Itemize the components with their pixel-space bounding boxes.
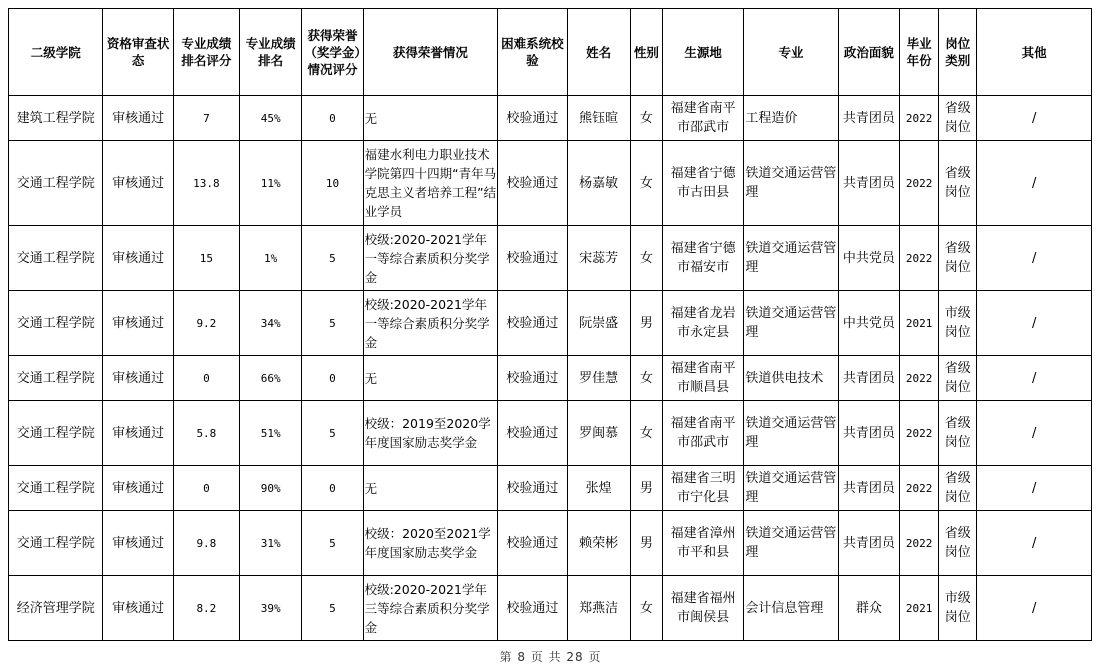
- cell-major: 铁道交通运营管理: [744, 466, 838, 511]
- cell-post: 省级岗位: [939, 96, 977, 141]
- cell-major: 工程造价: [744, 96, 838, 141]
- cell-other: /: [977, 576, 1092, 641]
- cell-post: 省级岗位: [939, 401, 977, 466]
- cell-honor-score: 0: [302, 466, 363, 511]
- cell-score: 5.8: [173, 401, 239, 466]
- cell-major: 会计信息管理: [744, 576, 838, 641]
- cell-major: 铁道交通运营管理: [744, 291, 838, 356]
- cell-rank: 34%: [240, 291, 302, 356]
- cell-other: /: [977, 401, 1092, 466]
- page-footer: 第 8 页 共 28 页: [499, 650, 602, 664]
- cell-origin: 福建省南平市邵武市: [662, 401, 743, 466]
- table-row: [9, 401, 1092, 466]
- cell-score: 7: [173, 96, 239, 141]
- cell-name: 宋蕊芳: [567, 226, 630, 291]
- cell-score: 8.2: [173, 576, 239, 641]
- cell-verify: 校验通过: [498, 466, 567, 511]
- cell-rank: 90%: [240, 466, 302, 511]
- cell-gender: 男: [630, 511, 662, 576]
- cell-post: 省级岗位: [939, 141, 977, 226]
- cell-verify: 校验通过: [498, 511, 567, 576]
- cell-honor-score: 0: [302, 96, 363, 141]
- cell-year: 2022: [900, 511, 939, 576]
- cell-other: /: [977, 466, 1092, 511]
- cell-name: 阮崇盛: [567, 291, 630, 356]
- cell-score: 13.8: [173, 141, 239, 226]
- cell-college: 交通工程学院: [9, 466, 103, 511]
- cell-college: 交通工程学院: [9, 401, 103, 466]
- cell-rank: 31%: [240, 511, 302, 576]
- cell-political: 共青团员: [838, 356, 899, 401]
- cell-origin: 福建省龙岩市永定县: [662, 291, 743, 356]
- data-table: [8, 8, 1092, 641]
- cell-gender: 男: [630, 466, 662, 511]
- cell-year: 2022: [900, 356, 939, 401]
- cell-name: 郑燕洁: [567, 576, 630, 641]
- cell-college: 交通工程学院: [9, 141, 103, 226]
- cell-post: 省级岗位: [939, 466, 977, 511]
- cell-score: 0: [173, 356, 239, 401]
- cell-rank: 1%: [240, 226, 302, 291]
- cell-other: /: [977, 96, 1092, 141]
- cell-verify: 校验通过: [498, 291, 567, 356]
- header-verify: 困难系统校验: [498, 9, 567, 96]
- cell-honor-score: 5: [302, 291, 363, 356]
- header-post: 岗位类别: [939, 9, 977, 96]
- cell-honor: 校级:2020-2021学年一等综合素质积分奖学金: [363, 291, 498, 356]
- cell-rank: 39%: [240, 576, 302, 641]
- cell-honor: 无: [363, 96, 498, 141]
- cell-gender: 女: [630, 576, 662, 641]
- cell-honor: 校级:2020-2021学年一等综合素质积分奖学金: [363, 226, 498, 291]
- cell-major: 铁道交通运营管理: [744, 141, 838, 226]
- cell-honor: 福建水利电力职业技术学院第四十四期“青年马克思主义者培养工程”结业学员: [363, 141, 498, 226]
- cell-year: 2022: [900, 96, 939, 141]
- cell-rank: 45%: [240, 96, 302, 141]
- header-origin: 生源地: [662, 9, 743, 96]
- header-score: 专业成绩排名评分: [173, 9, 239, 96]
- cell-status: 审核通过: [103, 141, 173, 226]
- cell-honor-score: 5: [302, 576, 363, 641]
- header-political: 政治面貌: [838, 9, 899, 96]
- cell-gender: 女: [630, 226, 662, 291]
- cell-rank: 11%: [240, 141, 302, 226]
- table-row: [9, 226, 1092, 291]
- cell-gender: 女: [630, 401, 662, 466]
- cell-political: 共青团员: [838, 511, 899, 576]
- cell-year: 2022: [900, 466, 939, 511]
- cell-honor-score: 5: [302, 401, 363, 466]
- cell-gender: 女: [630, 96, 662, 141]
- cell-status: 审核通过: [103, 96, 173, 141]
- header-honor-score: 获得荣誉（奖学金）情况评分: [302, 9, 363, 96]
- cell-score: 0: [173, 466, 239, 511]
- cell-year: 2022: [900, 141, 939, 226]
- cell-name: 杨嘉敏: [567, 141, 630, 226]
- cell-name: 罗佳慧: [567, 356, 630, 401]
- cell-status: 审核通过: [103, 291, 173, 356]
- cell-post: 市级岗位: [939, 576, 977, 641]
- cell-name: 张煌: [567, 466, 630, 511]
- header-year: 毕业年份: [900, 9, 939, 96]
- cell-political: 中共党员: [838, 226, 899, 291]
- cell-college: 交通工程学院: [9, 511, 103, 576]
- cell-origin: 福建省漳州市平和县: [662, 511, 743, 576]
- header-status: 资格审查状态: [103, 9, 173, 96]
- cell-other: /: [977, 511, 1092, 576]
- cell-score: 9.2: [173, 291, 239, 356]
- cell-honor: 校级：2020至2021学年度国家励志奖学金: [363, 511, 498, 576]
- cell-status: 审核通过: [103, 226, 173, 291]
- cell-major: 铁道交通运营管理: [744, 226, 838, 291]
- cell-origin: 福建省南平市邵武市: [662, 96, 743, 141]
- cell-verify: 校验通过: [498, 356, 567, 401]
- header-rank: 专业成绩排名: [240, 9, 302, 96]
- table-row: [9, 96, 1092, 141]
- cell-verify: 校验通过: [498, 401, 567, 466]
- cell-honor-score: 5: [302, 511, 363, 576]
- cell-college: 交通工程学院: [9, 226, 103, 291]
- cell-other: /: [977, 291, 1092, 356]
- header-major: 专业: [744, 9, 838, 96]
- cell-honor: 无: [363, 466, 498, 511]
- cell-college: 经济管理学院: [9, 576, 103, 641]
- cell-year: 2021: [900, 576, 939, 641]
- cell-political: 共青团员: [838, 141, 899, 226]
- cell-post: 市级岗位: [939, 291, 977, 356]
- cell-gender: 女: [630, 141, 662, 226]
- table-row: [9, 141, 1092, 226]
- cell-verify: 校验通过: [498, 96, 567, 141]
- cell-honor: 校级：2019至2020学年度国家励志奖学金: [363, 401, 498, 466]
- header-honor: 获得荣誉情况: [363, 9, 498, 96]
- cell-honor-score: 0: [302, 356, 363, 401]
- table-row: [9, 511, 1092, 576]
- cell-gender: 男: [630, 291, 662, 356]
- cell-other: /: [977, 356, 1092, 401]
- cell-status: 审核通过: [103, 356, 173, 401]
- table-row: [9, 576, 1092, 641]
- cell-post: 省级岗位: [939, 356, 977, 401]
- cell-year: 2022: [900, 226, 939, 291]
- table-row: [9, 356, 1092, 401]
- cell-post: 省级岗位: [939, 511, 977, 576]
- header-college: 二级学院: [9, 9, 103, 96]
- cell-verify: 校验通过: [498, 576, 567, 641]
- cell-college: 建筑工程学院: [9, 96, 103, 141]
- cell-gender: 女: [630, 356, 662, 401]
- cell-origin: 福建省宁德市古田县: [662, 141, 743, 226]
- cell-verify: 校验通过: [498, 141, 567, 226]
- table-row: [9, 466, 1092, 511]
- cell-rank: 66%: [240, 356, 302, 401]
- cell-status: 审核通过: [103, 466, 173, 511]
- header-row: [9, 9, 1092, 96]
- table-row: [9, 291, 1092, 356]
- cell-status: 审核通过: [103, 576, 173, 641]
- cell-political: 中共党员: [838, 291, 899, 356]
- cell-major: 铁道交通运营管理: [744, 401, 838, 466]
- cell-score: 15: [173, 226, 239, 291]
- cell-college: 交通工程学院: [9, 356, 103, 401]
- cell-major: 铁道交通运营管理: [744, 511, 838, 576]
- cell-college: 交通工程学院: [9, 291, 103, 356]
- cell-rank: 51%: [240, 401, 302, 466]
- cell-origin: 福建省宁德市福安市: [662, 226, 743, 291]
- cell-origin: 福建省南平市顺昌县: [662, 356, 743, 401]
- cell-verify: 校验通过: [498, 226, 567, 291]
- header-name: 姓名: [567, 9, 630, 96]
- cell-score: 9.8: [173, 511, 239, 576]
- cell-name: 熊钰暄: [567, 96, 630, 141]
- cell-name: 赖荣彬: [567, 511, 630, 576]
- cell-post: 省级岗位: [939, 226, 977, 291]
- cell-other: /: [977, 226, 1092, 291]
- cell-honor: 无: [363, 356, 498, 401]
- cell-major: 铁道供电技术: [744, 356, 838, 401]
- cell-status: 审核通过: [103, 511, 173, 576]
- cell-honor-score: 10: [302, 141, 363, 226]
- cell-political: 群众: [838, 576, 899, 641]
- cell-political: 共青团员: [838, 466, 899, 511]
- cell-political: 共青团员: [838, 401, 899, 466]
- cell-honor: 校级:2020-2021学年三等综合素质积分奖学金: [363, 576, 498, 641]
- cell-honor-score: 5: [302, 226, 363, 291]
- cell-political: 共青团员: [838, 96, 899, 141]
- cell-other: /: [977, 141, 1092, 226]
- cell-status: 审核通过: [103, 401, 173, 466]
- cell-year: 2021: [900, 291, 939, 356]
- header-gender: 性别: [630, 9, 662, 96]
- cell-origin: 福建省福州市闽侯县: [662, 576, 743, 641]
- cell-origin: 福建省三明市宁化县: [662, 466, 743, 511]
- cell-name: 罗闽慕: [567, 401, 630, 466]
- header-other: 其他: [977, 9, 1092, 96]
- cell-year: 2022: [900, 401, 939, 466]
